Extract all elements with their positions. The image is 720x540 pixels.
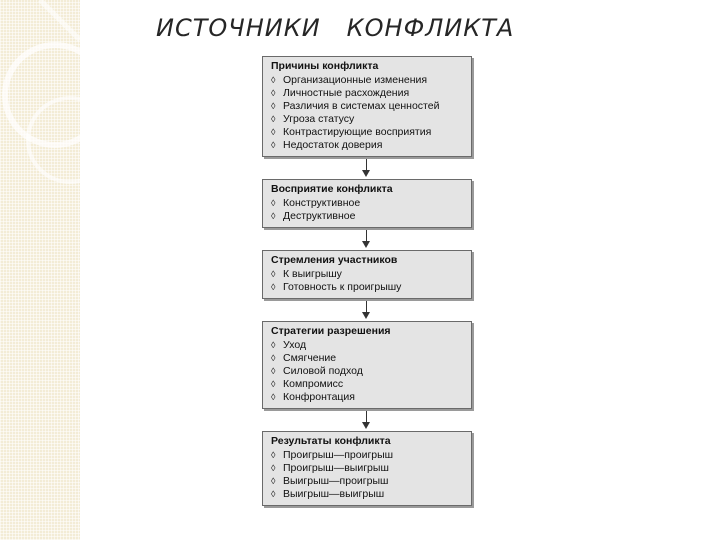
flow-box-item-text: Компромисс [283, 378, 344, 390]
flow-box-item [271, 449, 465, 462]
flow-box-item [271, 210, 465, 223]
diamond-bullet-icon: ◊ [271, 340, 276, 350]
diamond-bullet-icon: ◊ [271, 211, 276, 221]
diamond-bullet-icon: ◊ [271, 75, 276, 85]
diamond-bullet-icon: ◊ [271, 353, 276, 363]
flow-box [262, 179, 472, 228]
diamond-bullet-icon: ◊ [271, 127, 276, 137]
flow-box-item [271, 365, 465, 378]
flow-box-item [271, 378, 465, 391]
flow-box-item [271, 74, 465, 87]
diamond-bullet-icon: ◊ [271, 140, 276, 150]
flow-box-list [271, 197, 465, 223]
flow-box-title: Стратегии разрешения [271, 325, 391, 337]
diamond-bullet-icon: ◊ [271, 269, 276, 279]
flow-box-item-text: Недостаток доверия [283, 139, 383, 151]
flow-box-list [271, 74, 465, 152]
flow-box [262, 56, 472, 157]
flow-box-title: Стремления участников [271, 254, 398, 266]
slide-title: ИСТОЧНИКИ КОНФЛИКТА [156, 14, 515, 42]
flow-box-item [271, 488, 465, 501]
diamond-bullet-icon: ◊ [271, 489, 276, 499]
flow-box-list [271, 449, 465, 501]
flow-box-item-text: Различия в системах ценностей [283, 100, 440, 112]
flow-box-item [271, 281, 465, 294]
arrow-down-icon [362, 312, 370, 319]
diamond-bullet-icon: ◊ [271, 101, 276, 111]
flow-arrow [262, 228, 472, 250]
diamond-bullet-icon: ◊ [271, 476, 276, 486]
flow-box-item-text: Личностные расхождения [283, 87, 410, 99]
flow-box-item-text: Конструктивное [283, 197, 361, 209]
flow-box-item [271, 475, 465, 488]
flow-box-item-text: Выигрыш—проигрыш [283, 475, 389, 487]
flow-box-item-text: Выигрыш—выигрыш [283, 488, 385, 500]
diamond-bullet-icon: ◊ [271, 88, 276, 98]
flow-box-title: Причины конфликта [271, 60, 379, 72]
flow-arrow [262, 299, 472, 321]
flow-box-item [271, 100, 465, 113]
arrow-down-icon [362, 422, 370, 429]
flow-box-item [271, 339, 465, 352]
flowchart [262, 56, 472, 506]
flow-box-title: Восприятие конфликта [271, 183, 393, 195]
flow-box-list [271, 339, 465, 404]
flow-box-item [271, 352, 465, 365]
flow-box-title: Результаты конфликта [271, 435, 391, 447]
diamond-bullet-icon: ◊ [271, 366, 276, 376]
diamond-bullet-icon: ◊ [271, 282, 276, 292]
diamond-bullet-icon: ◊ [271, 392, 276, 402]
diamond-bullet-icon: ◊ [271, 198, 276, 208]
diamond-bullet-icon: ◊ [271, 114, 276, 124]
flow-box-item-text: Деструктивное [283, 210, 356, 222]
flow-box-item-text: Смягчение [283, 352, 337, 364]
flow-box-item-text: Готовность к проигрышу [283, 281, 402, 293]
arrow-down-icon [362, 170, 370, 177]
decorative-circles [0, 0, 80, 540]
flow-box-item-text: Угроза статусу [283, 113, 355, 125]
flow-box-item-text: Проигрыш—выигрыш [283, 462, 389, 474]
arrow-down-icon [362, 241, 370, 248]
flow-box-item-text: К выигрышу [283, 268, 342, 280]
diamond-bullet-icon: ◊ [271, 379, 276, 389]
flow-box [262, 431, 472, 506]
flow-box-item [271, 87, 465, 100]
flow-box-item-text: Конфронтация [283, 391, 355, 403]
flow-box-item-text: Силовой подход [283, 365, 363, 377]
flow-box-item [271, 139, 465, 152]
flow-box-item [271, 268, 465, 281]
flow-box-item [271, 391, 465, 404]
flow-box-item [271, 126, 465, 139]
flow-box-item [271, 197, 465, 210]
flow-box-list [271, 268, 465, 294]
flow-box-item-text: Контрастирующие восприятия [283, 126, 432, 138]
flow-box-item [271, 462, 465, 475]
flow-arrow [262, 157, 472, 179]
flow-box [262, 250, 472, 299]
flow-arrow [262, 409, 472, 431]
flow-box-item-text: Проигрыш—проигрыш [283, 449, 394, 461]
flow-box-item-text: Организационные изменения [283, 74, 428, 86]
flow-box-item-text: Уход [283, 339, 307, 351]
flow-box [262, 321, 472, 409]
diamond-bullet-icon: ◊ [271, 450, 276, 460]
flow-box-item [271, 113, 465, 126]
diamond-bullet-icon: ◊ [271, 463, 276, 473]
